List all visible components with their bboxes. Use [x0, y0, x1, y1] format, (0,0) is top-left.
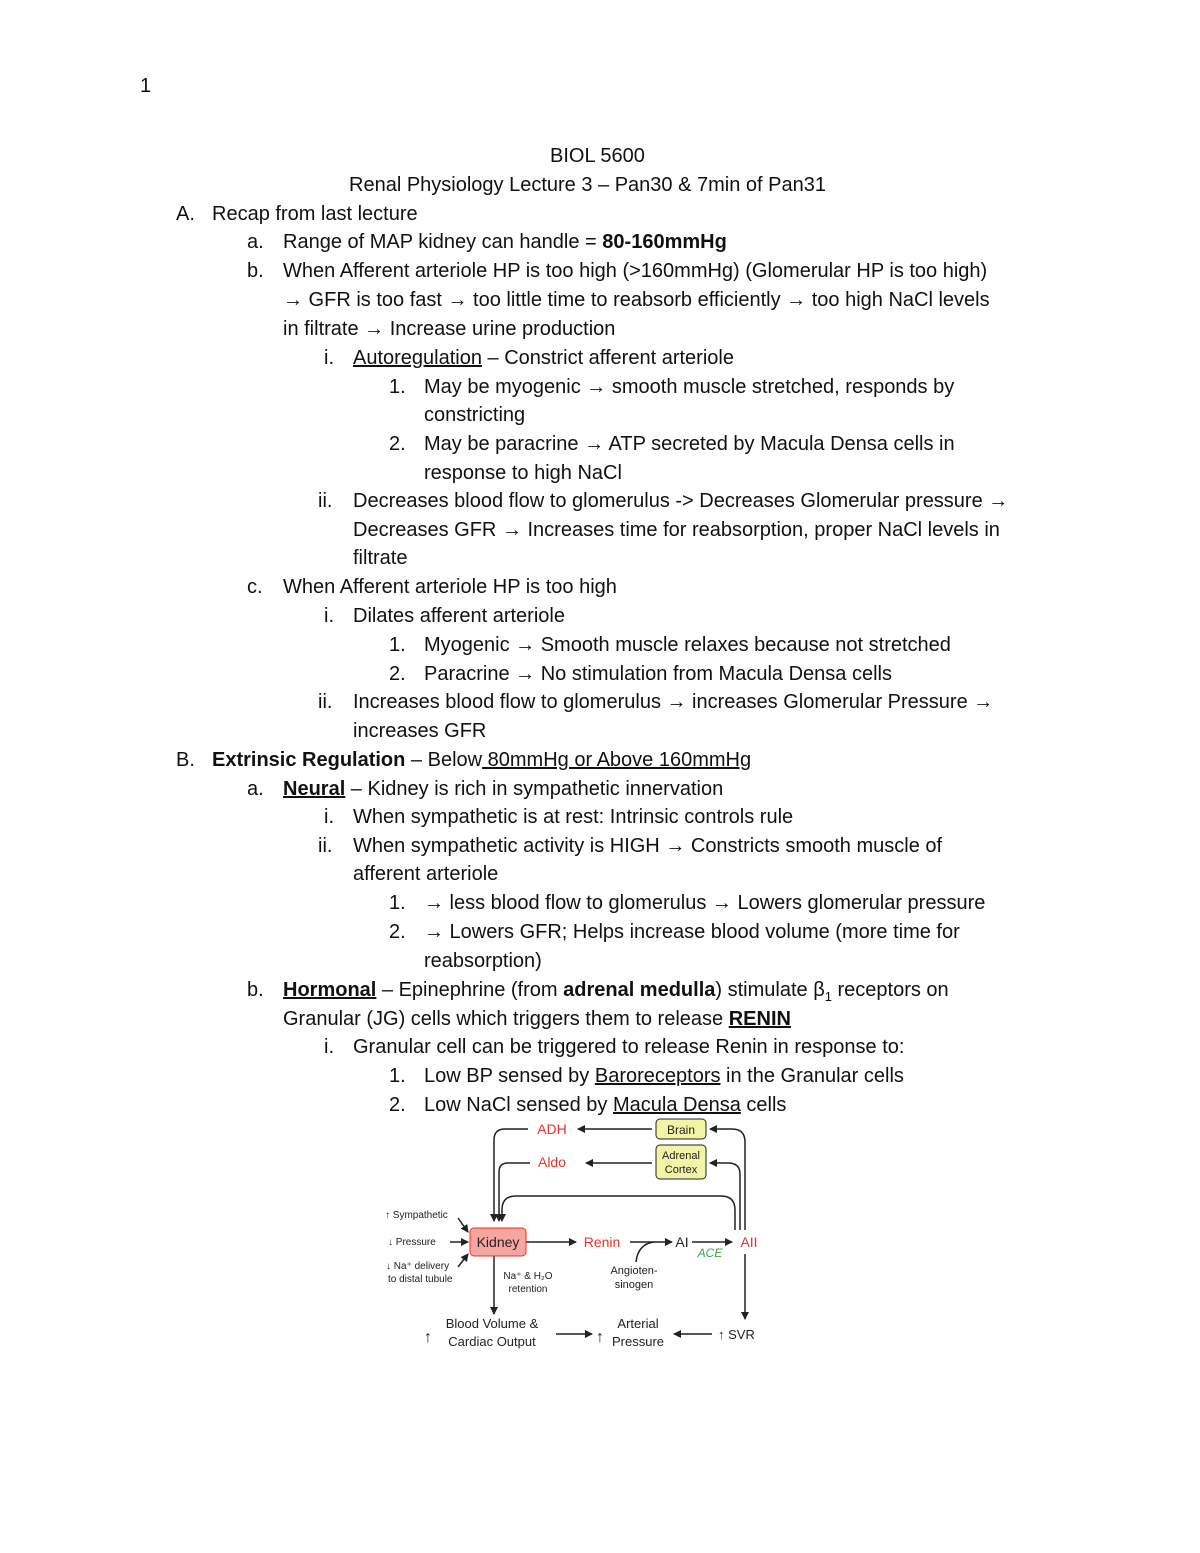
section-b-title [212, 746, 751, 775]
text: – Epinephrine (from [376, 979, 564, 1001]
text: too little time to reabsorb efficiently [467, 289, 787, 311]
arrow-icon: → [515, 663, 536, 685]
text: Paracrine [424, 663, 516, 685]
b-b-i-1 [424, 1062, 904, 1091]
arrow-icon: → [988, 490, 1009, 512]
retention-label-1: Na⁺ & H₂O [503, 1271, 553, 1282]
blood-up-arrow-icon: ↑ [424, 1329, 432, 1346]
text: less blood flow to glomerulus [444, 892, 712, 914]
text: too high NaCl levels [806, 289, 990, 311]
text: in filtrate [283, 318, 365, 340]
marker-A: A. [176, 203, 195, 225]
text: – Constrict afferent arteriole [481, 347, 734, 369]
arrow-icon: → [666, 691, 687, 713]
ace-label: ACE [697, 1246, 723, 1260]
marker-c: c. [247, 576, 263, 598]
a-b-ii-line3: filtrate [353, 547, 408, 569]
adrenal-medulla: adrenal medulla [563, 979, 716, 1001]
marker-ii: ii. [318, 490, 333, 512]
arterial-up-arrow-icon: ↑ [596, 1329, 604, 1346]
distal-tubule-label: to distal tubule [388, 1274, 453, 1285]
marker-i: i. [324, 605, 334, 627]
text: Myogenic [424, 634, 516, 656]
sympathetic-arrow [458, 1218, 468, 1232]
arrow-icon: → [786, 289, 807, 311]
marker-1: 1. [389, 376, 406, 398]
aii-to-kidney-arrow [502, 1196, 735, 1230]
marker-2: 2. [389, 1094, 406, 1116]
marker-i: i. [324, 806, 334, 828]
text: Increase urine production [384, 318, 616, 340]
arrow-icon: → [447, 289, 468, 311]
a-b-ii-line2 [353, 516, 1000, 545]
text: increases Glomerular Pressure [686, 691, 974, 713]
page-number: 1 [140, 75, 152, 97]
arrow-icon: → [584, 433, 605, 455]
b-a-ii-2 [424, 918, 960, 947]
b-a-line [283, 775, 723, 804]
marker-i: i. [324, 347, 334, 369]
text: Lowers GFR; Helps increase blood volume (more time for [444, 921, 960, 943]
marker-b: b. [247, 979, 264, 1001]
autoregulation-term: Autoregulation [353, 347, 482, 369]
text: smooth muscle stretched, responds by [606, 376, 955, 398]
text: in the Granular cells [720, 1065, 904, 1087]
text: Low BP sensed by [424, 1065, 595, 1087]
macula-densa-term: Macula Densa [612, 1094, 741, 1116]
adh-label: ADH [537, 1121, 567, 1137]
course-title: BIOL 5600 [550, 145, 645, 167]
text: Smooth muscle relaxes because not stretched [535, 634, 951, 656]
text: May be myogenic [424, 376, 587, 398]
renin-label: Renin [583, 1234, 621, 1250]
marker-B: B. [176, 749, 195, 771]
marker-b: b. [247, 260, 264, 282]
b-a-ii-1 [424, 889, 985, 918]
cortex-label: Cortex [664, 1164, 698, 1176]
arterial-label-2: Pressure [611, 1334, 665, 1349]
b-b-line2 [283, 1005, 791, 1034]
marker-2: 2. [389, 921, 406, 943]
marker-i: i. [324, 1036, 334, 1058]
marker-a: a. [247, 231, 264, 253]
text: No stimulation from Macula Densa cells [535, 663, 892, 685]
a-c-ii-line2: increases GFR [353, 720, 487, 742]
a-c-i-2 [424, 660, 892, 689]
marker-2: 2. [389, 433, 406, 455]
text: GFR is too fast [303, 289, 448, 311]
text: Decreases GFR [353, 519, 502, 541]
aldo-label: Aldo [537, 1154, 567, 1170]
text: receptors on [831, 979, 949, 1001]
na-delivery-arrow [458, 1254, 468, 1267]
arrow-icon: → [515, 634, 536, 656]
angiotensinogen-link [636, 1242, 654, 1262]
raas-diagram [380, 1114, 780, 1354]
marker-2: 2. [389, 663, 406, 685]
text: Decreases blood flow to glomerulus -> Decreases Glomerular pressure [353, 490, 989, 512]
text: May be paracrine [424, 433, 585, 455]
neural-term: Neural [283, 778, 346, 800]
text: ATP secreted by Macula Densa cells in [604, 433, 955, 455]
arrow-icon: → [586, 376, 607, 398]
arrow-icon: → [973, 691, 994, 713]
arrow-icon: → [364, 318, 385, 340]
arrow-icon: → [665, 835, 686, 857]
a-b-i-2-cont: response to high NaCl [424, 462, 622, 484]
kidney-label: Kidney [476, 1234, 520, 1250]
text: Constricts smooth muscle of [685, 835, 943, 857]
hormonal-term: Hormonal [283, 979, 377, 1001]
a-b-line1: When Afferent arteriole HP is too high (>160mmHg) (Glomerular HP is too high) [283, 260, 988, 282]
blood-volume-label-1: Blood Volume & [445, 1316, 539, 1331]
baroreceptors-term: Baroreceptors [594, 1065, 721, 1087]
text: Granular (JG) cells which triggers them to release [283, 1008, 729, 1030]
a-b-i-1 [424, 373, 954, 402]
angiotensinogen-label-1: Angioten- [610, 1265, 658, 1277]
text: – Below [405, 749, 483, 771]
arrow-icon: → [424, 892, 444, 914]
a-b-line3 [283, 315, 615, 344]
marker-1: 1. [389, 634, 406, 656]
b-a-i-line: When sympathetic is at rest: Intrinsic controls rule [353, 806, 794, 828]
marker-a: a. [247, 778, 264, 800]
retention-label-2: retention [508, 1284, 548, 1295]
brain-label: Brain [666, 1123, 696, 1137]
a-b-i-1-cont: constricting [424, 404, 526, 426]
aii-label: AII [740, 1234, 758, 1250]
extrinsic-term: Extrinsic Regulation [212, 749, 406, 771]
arterial-label-1: Arterial [617, 1316, 659, 1331]
text: Range of MAP kidney can handle = [283, 231, 603, 253]
lecture-title: Renal Physiology Lecture 3 – Pan30 & 7min of Pan31 [349, 174, 826, 196]
text: Low NaCl sensed by [424, 1094, 613, 1116]
a-c-i-1 [424, 631, 951, 660]
na-delivery-label: ↓ Na⁺ delivery [386, 1261, 450, 1272]
subscript: 1 [824, 989, 832, 1004]
aldo-to-kidney-arrow [499, 1163, 530, 1221]
b-a-ii-line1 [353, 832, 942, 861]
text: Increases time for reabsorption, proper NaCl levels in [521, 519, 1000, 541]
text: Lowers glomerular pressure [731, 892, 986, 914]
blood-volume-label-2: Cardiac Output [448, 1334, 536, 1349]
arrow-icon: → [711, 892, 732, 914]
marker-ii: ii. [318, 835, 333, 857]
b-a-ii-line2: afferent arteriole [353, 863, 499, 885]
range-text: 80mmHg or Above 160mmHg [482, 749, 752, 771]
a-b-line2 [283, 286, 990, 315]
a-c-line: When Afferent arteriole HP is too high [283, 576, 617, 598]
a-c-i-line: Dilates afferent arteriole [353, 605, 565, 627]
b-b-i-line: Granular cell can be triggered to release Renin in response to: [353, 1036, 905, 1058]
adrenal-label: Adrenal [662, 1150, 700, 1162]
sympathetic-label: ↑ Sympathetic [385, 1210, 448, 1221]
b-a-ii-2-cont: reabsorption) [424, 950, 542, 972]
text: cells [740, 1094, 787, 1116]
pressure-label: ↓ Pressure [388, 1237, 436, 1248]
a-b-i-line [353, 344, 734, 373]
text: – Kidney is rich in sympathetic innervation [345, 778, 724, 800]
angiotensinogen-label-2: sinogen [614, 1279, 654, 1291]
a-b-ii-line1 [353, 487, 1008, 516]
arrow-icon: → [424, 921, 444, 943]
svr-label: ↑ SVR [718, 1327, 755, 1342]
marker-1: 1. [389, 892, 406, 914]
text: ) stimulate β [715, 979, 825, 1001]
a-b-i-2 [424, 430, 955, 459]
arrow-icon: → [501, 519, 522, 541]
ai-label: AI [675, 1234, 689, 1250]
arrow-icon: → [283, 289, 303, 311]
renin-term: RENIN [728, 1008, 791, 1030]
map-range: 80-160mmHg [602, 231, 727, 253]
marker-ii: ii. [318, 691, 333, 713]
a-a-line [283, 228, 727, 257]
a-c-ii-line1 [353, 688, 993, 717]
text: When sympathetic activity is HIGH [353, 835, 666, 857]
text: Increases blood flow to glomerulus [353, 691, 667, 713]
section-a-title: Recap from last lecture [212, 203, 418, 225]
marker-1: 1. [389, 1065, 406, 1087]
